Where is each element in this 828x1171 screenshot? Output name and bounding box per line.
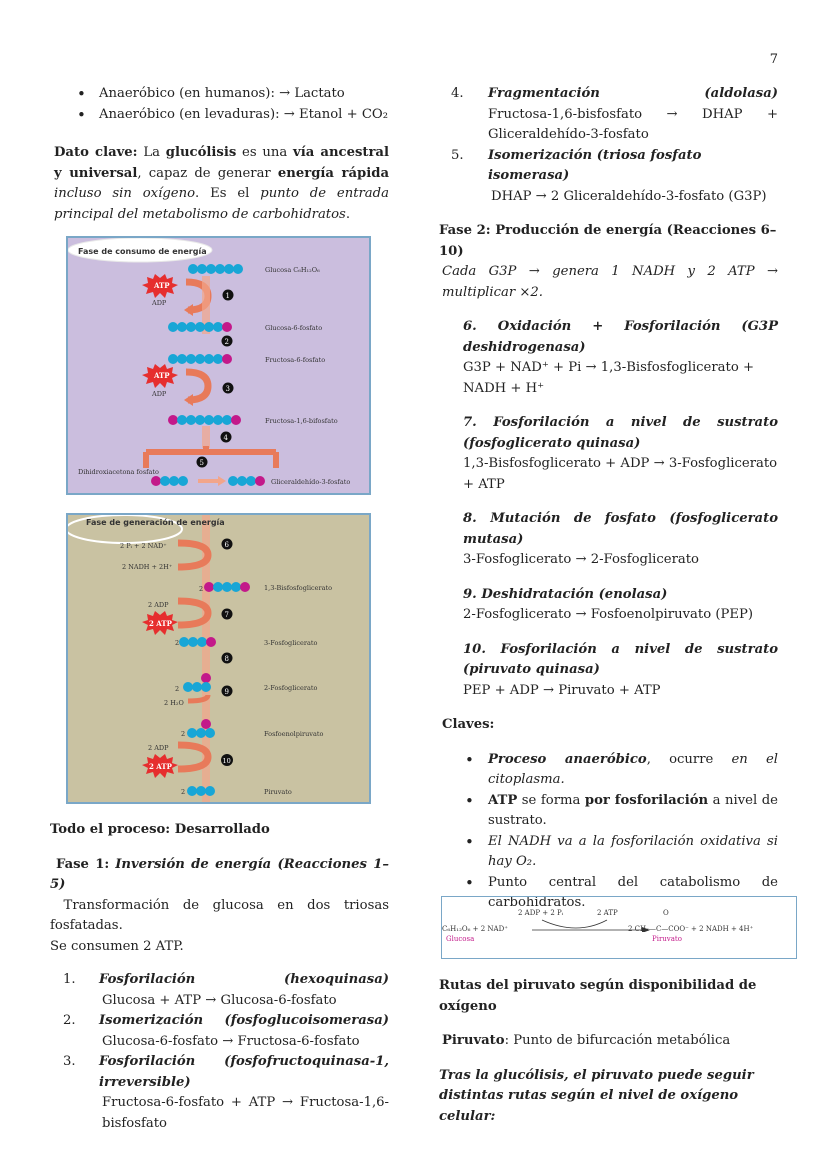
list-item: • Anaeróbico (en humanos): → Lactato (77, 85, 345, 103)
g6p-molecule (168, 322, 232, 332)
list-item: 3. Fosforilación (fosfofructoquinasa-1, irreversible) Fructosa-6-fosfato + ATP → Fructosa-1,6-bisfosfato (63, 1054, 389, 1131)
dato-clave-paragraph: Dato clave: La glucólisis es una vía ancestral y universal, capaz de generar energía rápida incluso sin oxígeno. Es el punto de entrada principal del metabolismo de carbohidratos. (54, 145, 389, 222)
list-item: 5. Isomerización (triosa fosfato isomerasa) DHAP → 2 Gliceraldehído-3-fosfato (G3P) (451, 147, 767, 204)
f6p-molecule (168, 354, 232, 364)
phase2-steps (439, 317, 778, 701)
pep-molecule (187, 719, 215, 738)
svg-text:2-Fosfoglicerato: 2-Fosfoglicerato (264, 684, 318, 692)
svg-text:ATP: ATP (154, 371, 170, 380)
glucose-molecule (188, 264, 243, 274)
piruvato-molecule (187, 786, 215, 796)
claves-list (439, 750, 778, 914)
svg-text:Glucosa C₆H₁₂O₆: Glucosa C₆H₁₂O₆ (265, 266, 320, 274)
fase2-desc: Cada G3P → genera 1 NADH y 2 ATP → multiplicar ×2. (442, 264, 778, 300)
svg-text:2: 2 (175, 639, 180, 647)
list-item: • ATP se forma por fosforilación a nivel de sustrato. (465, 791, 778, 828)
fig1-title: Fase de consumo de energía (78, 247, 207, 256)
svg-text:3: 3 (225, 385, 230, 393)
figure-drawing (68, 238, 369, 493)
svg-text:4: 4 (223, 434, 228, 442)
g3p-molecule (228, 476, 265, 486)
svg-text:2 ATP: 2 ATP (149, 762, 172, 771)
page-number: 7 (769, 52, 778, 67)
svg-text:Piruvato: Piruvato (264, 788, 292, 796)
bpg-molecule (204, 582, 250, 592)
svg-text:2: 2 (181, 730, 186, 738)
f16bp-molecule (168, 415, 241, 425)
svg-text:8: 8 (224, 655, 229, 663)
svg-text:2: 2 (181, 788, 186, 796)
right-column-lower (439, 976, 778, 1127)
svg-text:Fosfoenolpiruvato: Fosfoenolpiruvato (264, 730, 324, 738)
list-item: 1. Fosforilación (hexoquinasa) Glucosa + ATP → Glucosa-6-fosfato (63, 972, 389, 1008)
list-item: 10. Fosforilación a nivel de sustrato (piruvato quinasa) PEP + ADP → Piruvato + ATP (463, 641, 778, 698)
fase2-heading: Fase 2: Producción de energía (Reacciones 6–10) (439, 223, 777, 259)
svg-text:Gliceraldehído-3-fosfato: Gliceraldehído-3-fosfato (271, 478, 351, 486)
list-item: 4. Fragmentación (aldolasa) Fructosa-1,6-bisfosfato → DHAP + Gliceraldehído-3-fosfato (451, 86, 778, 142)
list-item: 8. Mutación de fosfato (fosfoglicerato mutasa) 3-Fosfoglicerato → 2-Fosfoglicerato (463, 511, 778, 567)
svg-text:7: 7 (224, 611, 229, 619)
svg-text:2 ADP: 2 ADP (148, 744, 169, 752)
glycolysis-phase1-figure (66, 236, 371, 495)
list-item: 6. Oxidación + Fosforilación (G3P deshidrogenasa) G3P + NAD⁺ + Pi → 1,3-Bisfosfoglicerato + NADH + H⁺ (463, 319, 778, 396)
svg-text:2 Pᵢ + 2 NAD⁺: 2 Pᵢ + 2 NAD⁺ (120, 542, 167, 550)
claves-heading: Claves: (442, 717, 495, 732)
svg-text:Fructosa-1,6-bifosfato: Fructosa-1,6-bifosfato (265, 417, 338, 425)
dhap-label: Dihidroxiacetona fosfato (78, 468, 159, 476)
list-item: • Anaeróbico (en levaduras): → Etanol + CO₂ (77, 105, 389, 124)
figure-drawing (68, 515, 369, 802)
svg-text:2 NADH + 2H⁺: 2 NADH + 2H⁺ (122, 563, 173, 571)
bullet-list (50, 84, 389, 125)
svg-text:ADP: ADP (152, 299, 167, 307)
fig2-title: Fase de generación de energía (86, 518, 225, 527)
svg-text:2: 2 (224, 338, 229, 346)
svg-text:1: 1 (225, 292, 230, 300)
fase1-paragraph: Fase 1: Inversión de energía (Reacciones 1–5) Transformación de glucosa en dos triosas fosfatadas. Se consumen 2 ATP. (50, 856, 389, 954)
glycolysis-phase2-figure (66, 513, 371, 804)
svg-text:2: 2 (175, 685, 180, 693)
left-column (50, 84, 389, 225)
2pg-molecule (183, 673, 211, 692)
left-column-lower (50, 820, 389, 1134)
steps-list (50, 970, 389, 1134)
right-column (439, 84, 778, 914)
svg-text:9: 9 (224, 688, 229, 696)
svg-text:2: 2 (199, 585, 204, 593)
piruvato-line: Piruvato: Punto de bifurcación metabólica (442, 1033, 731, 1048)
dhap-molecule (151, 476, 188, 486)
tras-paragraph: Tras la glucólisis, el piruvato puede seguir distintas rutas según el nivel de oxígeno celular: (439, 1067, 754, 1124)
svg-text:Glucosa-6-fosfato: Glucosa-6-fosfato (265, 324, 323, 332)
list-item: 2. Isomerización (fosfoglucoisomerasa) Glucosa-6-fosfato → Fructosa-6-fosfato (63, 1013, 389, 1049)
svg-text:10: 10 (222, 757, 231, 765)
svg-text:ATP: ATP (154, 281, 170, 290)
svg-text:6: 6 (224, 541, 229, 549)
todo-heading: Todo el proceso: Desarrollado (50, 822, 270, 837)
svg-text:2 H₂O: 2 H₂O (164, 699, 184, 707)
rutas-heading: Rutas del piruvato según disponibilidad de oxígeno (439, 978, 757, 1014)
svg-text:2 ADP: 2 ADP (148, 601, 169, 609)
svg-text:ADP: ADP (152, 390, 167, 398)
svg-text:Fructosa-6-fosfato: Fructosa-6-fosfato (265, 356, 326, 364)
list-item: • Proceso anaeróbico, ocurre en el citoplasma. (465, 750, 778, 787)
3pg-molecule (179, 637, 216, 647)
svg-text:1,3-Bisfosfoglicerato: 1,3-Bisfosfoglicerato (264, 584, 333, 592)
svg-text:2 ATP: 2 ATP (149, 619, 172, 628)
list-item: 7. Fosforilación a nivel de sustrato (fosfoglicerato quinasa) 1,3-Bisfosfoglicerato + ADP → 3-Fosfoglicerato + ATP (463, 415, 778, 492)
list-item: 9. Deshidratación (enolasa) 2-Fosfoglicerato → Fosfoenolpiruvato (PEP) (463, 586, 753, 622)
glycolysis-equation: 2 ADP + 2 Pᵢ 2 ATP O C₆H₁₂O₆ + 2 NAD⁺ Glucosa 2 CH₃—C—COO⁻ + 2 NADH + 4H⁺ Piruvato (441, 896, 797, 959)
svg-text:3-Fosfoglicerato: 3-Fosfoglicerato (264, 639, 318, 647)
svg-text:5: 5 (199, 459, 204, 467)
arrow-icon (186, 372, 208, 400)
list-item: • Punto central del catabolismo de carbohidratos. (465, 873, 778, 910)
arrow-icon (188, 695, 208, 701)
list-item: • El NADH va a la fosforilación oxidativa si hay O₂. (465, 832, 778, 869)
